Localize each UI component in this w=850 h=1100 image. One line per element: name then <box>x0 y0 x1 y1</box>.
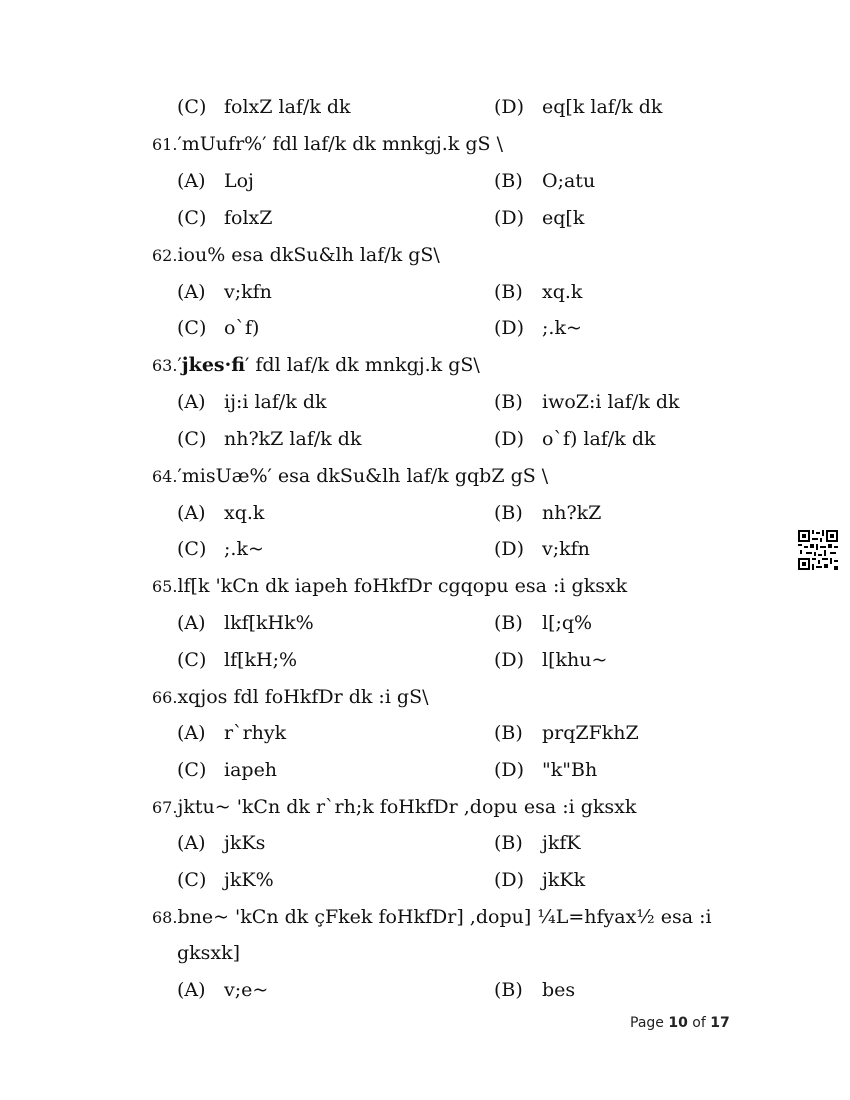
option-text: jkKs <box>224 832 266 854</box>
option-text: o`f) <box>224 317 260 339</box>
option-label: (A) <box>177 722 206 744</box>
question-stem <box>152 571 627 602</box>
option-text: xq.k <box>224 502 265 524</box>
option-text: bes <box>542 979 576 1001</box>
question-text-pre: ′ <box>177 354 182 376</box>
option-row <box>0 498 850 528</box>
question-text: ′mUufr%′ fdl laf/k dk mnkgj.k gS \ <box>177 133 504 155</box>
option-row <box>0 313 850 343</box>
question-61 <box>0 129 850 159</box>
question-68-continued <box>0 938 850 968</box>
question-stem <box>152 240 440 271</box>
option-label: (B) <box>494 979 523 1001</box>
question-stem <box>152 682 429 713</box>
question-number: 62. <box>152 246 178 265</box>
option-label: (D) <box>494 759 525 781</box>
option-text: O;atu <box>542 170 596 192</box>
option-row <box>0 755 850 785</box>
question-68 <box>0 902 850 932</box>
option-text: iapeh <box>224 759 278 781</box>
option-row <box>0 645 850 675</box>
option-row <box>0 387 850 417</box>
option-label: (B) <box>494 612 523 634</box>
option-row <box>0 608 850 638</box>
option-text: v;e~ <box>224 979 269 1001</box>
option-label: (A) <box>177 832 206 854</box>
option-text: l[khu~ <box>542 649 608 671</box>
option-label: (B) <box>494 502 523 524</box>
question-number: 66. <box>152 688 178 707</box>
option-row <box>0 828 850 858</box>
question-text-bold: jkes·fi <box>181 354 246 376</box>
question-stem <box>152 461 548 492</box>
option-row <box>0 277 850 307</box>
option-label: (B) <box>494 281 523 303</box>
option-text: jkK% <box>224 869 274 891</box>
option-label: (A) <box>177 281 206 303</box>
option-row <box>0 534 850 564</box>
option-label: (D) <box>494 317 525 339</box>
total-pages: 17 <box>710 1015 730 1031</box>
option-label: (D) <box>494 428 525 450</box>
question-text: ′misUæ%′ esa dkSu&lh laf/k gqbZ gS \ <box>177 465 549 487</box>
question-64 <box>0 461 850 491</box>
option-label: (A) <box>177 612 206 634</box>
option-text: "k"Bh <box>542 759 598 781</box>
option-text: prqZFkhZ <box>542 722 639 744</box>
option-label: (A) <box>177 170 206 192</box>
option-label: (B) <box>494 832 523 854</box>
option-row <box>0 865 850 895</box>
option-label: (C) <box>177 869 207 891</box>
qr-code-icon <box>798 530 838 570</box>
option-label: (B) <box>494 722 523 744</box>
option-text: nh?kZ <box>542 502 602 524</box>
option-label: (D) <box>494 869 525 891</box>
option-text: eq[k <box>542 207 585 229</box>
option-label: (A) <box>177 391 206 413</box>
option-text: xq.k <box>542 281 583 303</box>
option-row <box>0 166 850 196</box>
option-text: v;kfn <box>542 538 590 560</box>
option-label: (D) <box>494 207 525 229</box>
option-text: jkfK <box>542 832 581 854</box>
current-page: 10 <box>668 1015 688 1031</box>
option-label: (C) <box>177 538 207 560</box>
question-67 <box>0 792 850 822</box>
option-row <box>0 718 850 748</box>
option-label: (D) <box>494 538 525 560</box>
question-stem <box>152 350 480 381</box>
question-number: 64. <box>152 467 178 486</box>
option-label: (C) <box>177 96 207 118</box>
question-text: lf[k 'kCn dk iapeh foHkfDr cgqopu esa :i gksxk <box>177 575 628 597</box>
option-label: (A) <box>177 979 206 1001</box>
option-label: (C) <box>177 649 207 671</box>
option-text: ij:i laf/k dk <box>224 391 327 413</box>
option-text: folxZ laf/k dk <box>224 96 351 118</box>
option-label: (C) <box>177 317 207 339</box>
question-stem <box>152 129 503 160</box>
option-text: nh?kZ laf/k dk <box>224 428 362 450</box>
question-text: gksxk] <box>177 942 241 964</box>
question-text: xqjos fdl foHkfDr dk :i gS\ <box>177 686 429 708</box>
question-number: 63. <box>152 356 178 375</box>
question-text: bne~ 'kCn dk çFkek foHkfDr] ,dopu] ¼L=hfyax½ esa :i <box>177 906 712 928</box>
question-62 <box>0 240 850 270</box>
option-label: (C) <box>177 207 207 229</box>
option-row <box>0 424 850 454</box>
question-number: 65. <box>152 577 178 596</box>
page-word: Page <box>630 1015 664 1031</box>
question-63 <box>0 350 850 380</box>
question-65 <box>0 571 850 601</box>
option-row <box>0 203 850 233</box>
option-text: jkKk <box>542 869 586 891</box>
option-label: (B) <box>494 170 523 192</box>
option-text: ;.k~ <box>542 317 582 339</box>
question-stem <box>152 792 636 823</box>
option-text: eq[k laf/k dk <box>542 96 663 118</box>
option-text: iwoZ:i laf/k dk <box>542 391 680 413</box>
option-text: ;.k~ <box>224 538 264 560</box>
of-word: of <box>692 1015 706 1031</box>
option-text: lkf[kHk% <box>224 612 314 634</box>
option-row <box>0 975 850 1005</box>
question-66 <box>0 682 850 712</box>
option-text: o`f) laf/k dk <box>542 428 656 450</box>
option-label: (B) <box>494 391 523 413</box>
question-text: ′ fdl laf/k dk mnkgj.k gS\ <box>245 354 480 376</box>
question-number: 67. <box>152 798 178 817</box>
option-text: folxZ <box>224 207 273 229</box>
option-label: (A) <box>177 502 206 524</box>
option-label: (D) <box>494 649 525 671</box>
option-label: (C) <box>177 759 207 781</box>
option-text: lf[kH;% <box>224 649 298 671</box>
option-row <box>0 92 850 122</box>
option-text: l[;q% <box>542 612 593 634</box>
option-text: Loj <box>224 170 254 192</box>
question-text: jktu~ 'kCn dk r`rh;k foHkfDr ,dopu esa :i gksxk <box>177 796 637 818</box>
page-footer <box>630 1015 730 1031</box>
question-stem <box>152 902 712 933</box>
option-label: (C) <box>177 428 207 450</box>
option-text: r`rhyk <box>224 722 287 744</box>
option-text: v;kfn <box>224 281 272 303</box>
question-number: 68. <box>152 908 178 927</box>
option-label: (D) <box>494 96 525 118</box>
question-number: 61. <box>152 135 178 154</box>
question-text: iou% esa dkSu&lh laf/k gS\ <box>177 244 440 266</box>
